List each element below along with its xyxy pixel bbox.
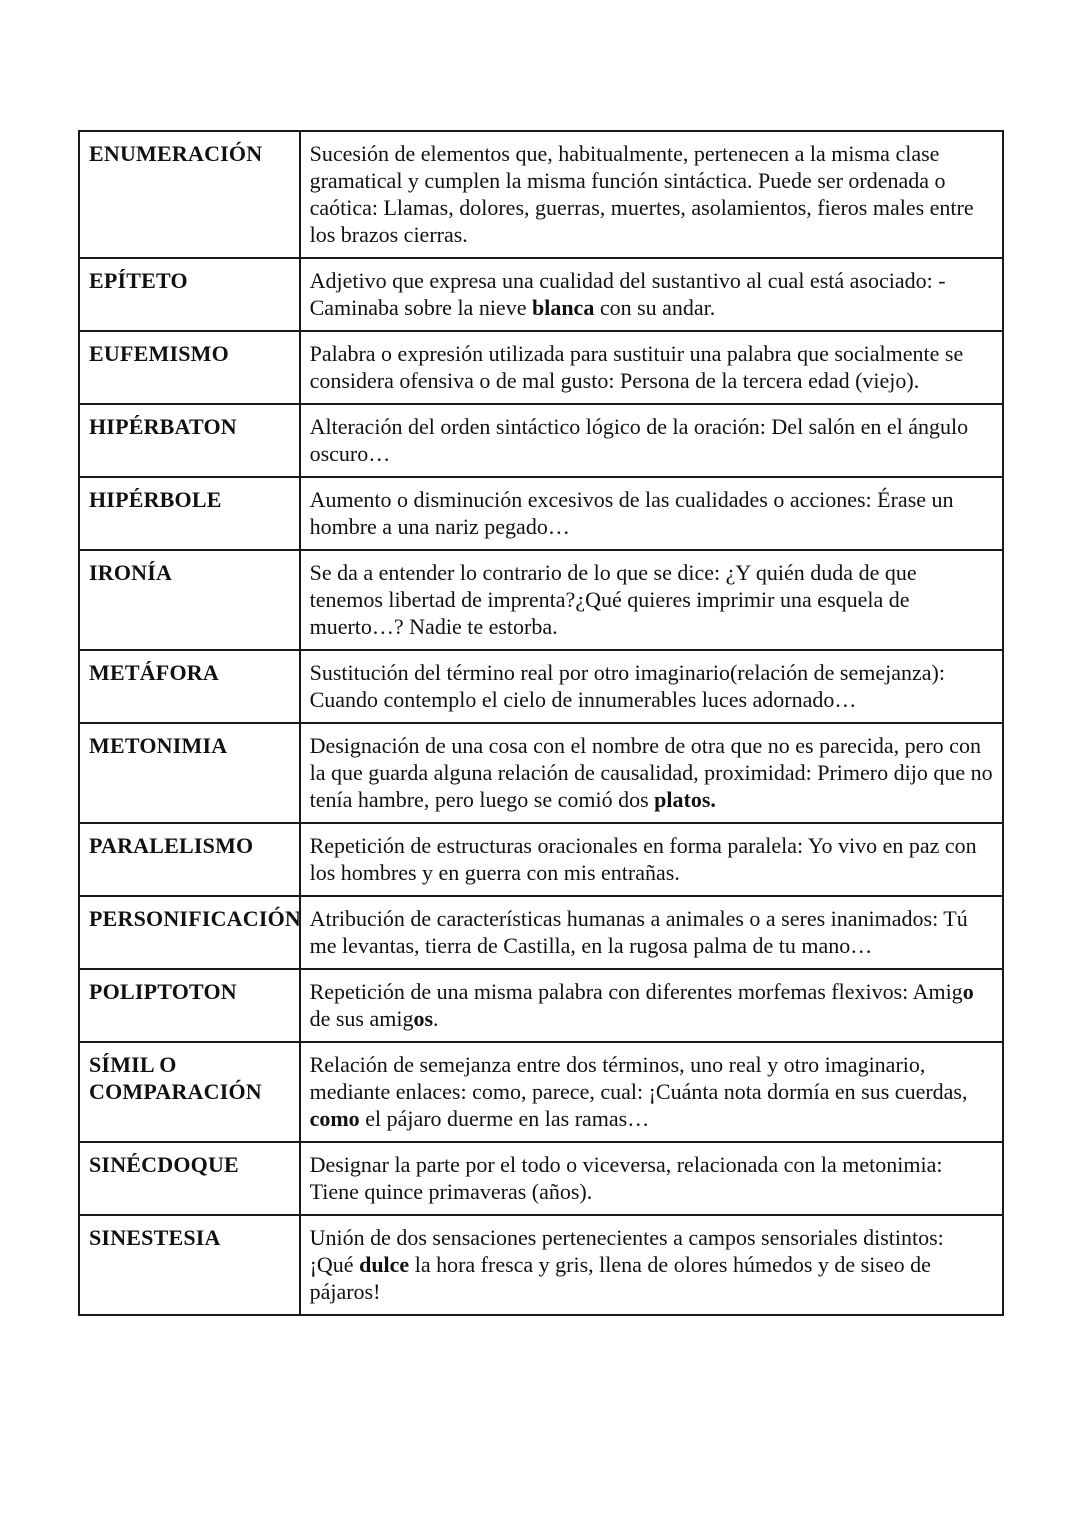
term-cell: EUFEMISMO xyxy=(79,331,300,404)
definition-text: Designar la parte por el todo o viceversa, relacionada con la metonimia: Tiene quince primaveras (años). xyxy=(309,1152,943,1204)
definition-text: de sus amig xyxy=(309,1006,414,1031)
bold-example-text: como xyxy=(309,1106,360,1131)
term-cell: METÁFORA xyxy=(79,650,300,723)
definition-text: Alteración del orden sintáctico lógico de la oración: Del salón en el ángulo oscuro… xyxy=(309,414,969,466)
term-cell: HIPÉRBATON xyxy=(79,404,300,477)
definition-text: Adjetivo que expresa una cualidad del sustantivo al cual está asociado: -Caminaba sobre la nieve xyxy=(309,268,946,320)
definition-text: Unión de dos sensaciones pertenecientes a campos sensoriales distintos: ¡Qué xyxy=(309,1225,944,1277)
bold-example-text: os xyxy=(413,1006,434,1031)
definition-cell xyxy=(300,404,1003,477)
table-row xyxy=(79,723,1003,823)
definition-text: el pájaro duerme en las ramas… xyxy=(359,1106,650,1131)
table-row xyxy=(79,896,1003,969)
definition-text: Se da a entender lo contrario de lo que se dice: ¿Y quién duda de que tenemos libertad de imprenta?¿Qué quieres imprimir una esquela de muerto…? Nadie te estorba. xyxy=(309,560,917,639)
term-cell: SÍMIL O COMPARACIÓN xyxy=(79,1042,300,1142)
table-row xyxy=(79,1142,1003,1215)
table-row xyxy=(79,650,1003,723)
definition-cell xyxy=(300,331,1003,404)
bold-example-text: blanca xyxy=(531,295,595,320)
table-row xyxy=(79,1215,1003,1315)
definition-text: Sustitución del término real por otro imaginario(relación de semejanza): Cuando contemplo el cielo de innumerables luces adornado… xyxy=(309,660,945,712)
definition-cell xyxy=(300,823,1003,896)
bold-example-text: dulce xyxy=(359,1252,410,1277)
definition-text: Atribución de características humanas a animales o a seres inanimados: Tú me levantas, tierra de Castilla, en la rugosa palma de tu mano… xyxy=(309,906,968,958)
definition-cell xyxy=(300,969,1003,1042)
table-row xyxy=(79,1042,1003,1142)
definition-text: . xyxy=(433,1006,439,1031)
term-cell: IRONÍA xyxy=(79,550,300,650)
rhetorical-figures-table xyxy=(78,130,1004,1316)
definition-text: Aumento o disminución excesivos de las cualidades o acciones: Érase un hombre a una nariz pegado… xyxy=(309,487,954,539)
term-cell: HIPÉRBOLE xyxy=(79,477,300,550)
term-cell: PARALELISMO xyxy=(79,823,300,896)
term-cell: PERSONIFICACIÓN xyxy=(79,896,300,969)
table-row xyxy=(79,258,1003,331)
table-row xyxy=(79,823,1003,896)
bold-example-text: o xyxy=(962,979,974,1004)
definition-text: Repetición de estructuras oracionales en forma paralela: Yo vivo en paz con los hombres y en guerra con mis entrañas. xyxy=(309,833,977,885)
term-cell: SINÉCDOQUE xyxy=(79,1142,300,1215)
definition-text: Relación de semejanza entre dos términos, uno real y otro imaginario, mediante enlaces: como, parece, cual: ¡Cuánta nota dormía en sus cuerdas, xyxy=(309,1052,968,1104)
definition-cell xyxy=(300,258,1003,331)
bold-example-text: platos. xyxy=(654,787,716,812)
definition-cell xyxy=(300,1142,1003,1215)
term-cell: ENUMERACIÓN xyxy=(79,131,300,258)
definition-cell xyxy=(300,650,1003,723)
definition-text: Designación de una cosa con el nombre de otra que no es parecida, pero con la que guarda alguna relación de causalidad, proximidad: Primero dijo que no tenía hambre, pero luego se comió dos xyxy=(309,733,993,812)
definition-text: con su andar. xyxy=(594,295,716,320)
table-body xyxy=(79,131,1003,1315)
table-row xyxy=(79,550,1003,650)
term-cell: EPÍTETO xyxy=(79,258,300,331)
table-row xyxy=(79,131,1003,258)
definition-cell xyxy=(300,1215,1003,1315)
table-row xyxy=(79,969,1003,1042)
table-row xyxy=(79,331,1003,404)
definition-cell xyxy=(300,723,1003,823)
term-cell: SINESTESIA xyxy=(79,1215,300,1315)
definition-text: Sucesión de elementos que, habitualmente, pertenecen a la misma clase gramatical y cumplen la misma función sintáctica. Puede ser ordenada o caótica: Llamas, dolores, guerras, muertes, asolamientos, fieros males entre los brazos cierras. xyxy=(309,141,974,247)
definition-cell xyxy=(300,1042,1003,1142)
definition-cell xyxy=(300,550,1003,650)
definition-cell xyxy=(300,896,1003,969)
table-row xyxy=(79,477,1003,550)
term-cell: POLIPTOTON xyxy=(79,969,300,1042)
term-cell: METONIMIA xyxy=(79,723,300,823)
definition-text: Palabra o expresión utilizada para sustituir una palabra que socialmente se considera ofensiva o de mal gusto: Persona de la tercera edad (viejo). xyxy=(309,341,964,393)
definition-cell xyxy=(300,131,1003,258)
table-row xyxy=(79,404,1003,477)
definition-cell xyxy=(300,477,1003,550)
definition-text: la hora fresca y gris, llena de olores húmedos y de siseo de pájaros! xyxy=(309,1252,931,1304)
definition-text: Repetición de una misma palabra con diferentes morfemas flexivos: Amig xyxy=(309,979,963,1004)
